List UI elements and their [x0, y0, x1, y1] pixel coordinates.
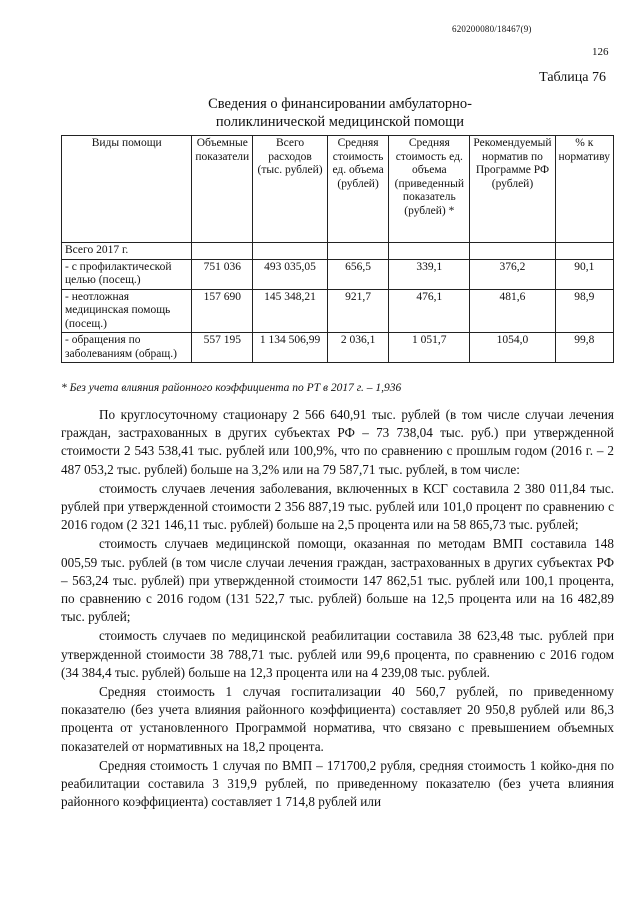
cell-total: 493 035,05 [253, 259, 328, 289]
cell-adjusted: 339,1 [389, 259, 470, 289]
cell-volume: 557 195 [192, 333, 253, 363]
page-number: 126 [592, 46, 609, 58]
cell-norm: 481,6 [470, 289, 555, 333]
paragraph: Средняя стоимость 1 случая госпитализации 40 560,7 рублей, по приведенному показателю (без учета влияния районного коэффициента) составляет 20 950,8 рублей или 86,3 процента от установленного Программой норматива, что связано с превышением объемных показателей от нормативных на 18,2 процента. [61, 684, 614, 754]
total-label: Всего 2017 г. [62, 243, 192, 260]
col-header-total: Всего расходов (тыс. рублей) [253, 136, 328, 243]
table-row [62, 259, 614, 289]
cell-volume: 157 690 [192, 289, 253, 333]
cell-norm: 1054,0 [470, 333, 555, 363]
cell-pct: 99,8 [555, 333, 613, 363]
cell-adjusted: 1 051,7 [389, 333, 470, 363]
table-footnote: * Без учета влияния районного коэффициента по РТ в 2017 г. – 1,936 [61, 382, 402, 394]
cell-total: 1 134 506,99 [253, 333, 328, 363]
table-label: Таблица 76 [539, 70, 606, 85]
col-header-type: Виды помощи [62, 136, 192, 243]
paragraph: стоимость случаев по медицинской реабилитации составила 38 623,48 тыс. рублей при утвержденной стоимости 38 788,71 тыс. рублей или 99,6 процента, по сравнению с 2016 годом (34 384,4 тыс. рублей) больше на 12,3 процента или на 4 239,08 тыс. рублей. [61, 628, 614, 680]
paragraph: стоимость случаев лечения заболевания, включенных в КСГ составила 2 380 011,84 тыс. рублей при утвержденной стоимости 2 356 887,19 тыс. рублей или 101,0 процент по сравнению с 2016 годом (2 321 146,11 тыс. рублей) больше на 2,5 процента или на 58 865,73 тыс. рублей; [61, 480, 614, 533]
cell-total: 145 348,21 [253, 289, 328, 333]
cell-avg: 2 036,1 [327, 333, 388, 363]
paragraph: По круглосуточному стационару 2 566 640,91 тыс. рублей (в том числе случаи лечения граждан, застрахованных в других субъектах РФ – 73 738,04 тыс. руб.) при утвержденной стоимости 2 543 538,41 тыс. рублей или 100,9%, что по сравнению с прошлым годом (2016 г. – 2 487 053,2 тыс. рублей) больше на 3,2% или на 79 587,71 тыс. рублей, в том числе: [61, 407, 614, 477]
cell-pct: 98,9 [555, 289, 613, 333]
col-header-volume: Объемные показатели [192, 136, 253, 243]
cell-pct: 90,1 [555, 259, 613, 289]
paragraph: Средняя стоимость 1 случая по ВМП – 171700,2 рубля, средняя стоимость 1 койко-дня по реабилитации составила 3 319,9 рублей, по приведенному показателю (без учета влияния районного коэффициента) составляет 1 714,8 рублей или [61, 757, 614, 810]
title-line-2: поликлинической медицинской помощи [215, 114, 465, 130]
cell-avg: 656,5 [327, 259, 388, 289]
table-row [62, 289, 614, 333]
table-row [62, 333, 614, 363]
col-header-adjusted: Средняя стоимость ед. объема (приведенный показатель (рублей) * [389, 136, 470, 243]
title-line-1: Сведения о финансировании амбулаторно- [208, 96, 472, 112]
col-header-pct: % к нормативу [555, 136, 613, 243]
cell-norm: 376,2 [470, 259, 555, 289]
cell-avg: 921,7 [327, 289, 388, 333]
cell-adjusted: 476,1 [389, 289, 470, 333]
table-row-total [62, 243, 614, 260]
paragraph: стоимость случаев медицинской помощи, оказанная по методам ВМП составила 148 005,59 тыс. рублей (в том числе случаи лечения граждан, застрахованных в других субъектах РФ – 563,24 тыс. рублей) при утвержденной стоимости 147 862,51 тыс. рублей или 100,1 процента, по сравнению с 2016 годом (131 522,7 тыс. рублей) больше на 12,5 процента или на 16 482,89 тыс. рублей; [61, 536, 614, 625]
row-label: - неотложная медицинская помощь (посещ.) [62, 289, 192, 333]
col-header-norm: Рекомендуемый норматив по Программе РФ (рублей) [470, 136, 555, 243]
table-title [60, 95, 620, 131]
row-label: - с профилактической целью (посещ.) [62, 259, 192, 289]
cell-volume: 751 036 [192, 259, 253, 289]
row-label: - обращения по заболеваниям (обращ.) [62, 333, 192, 363]
col-header-avg: Средняя стоимость ед. объема (рублей) [327, 136, 388, 243]
body-text [61, 406, 614, 812]
financing-table [61, 135, 614, 363]
table-header-row [62, 136, 614, 243]
document-code: 620200080/18467(9) [452, 24, 532, 34]
